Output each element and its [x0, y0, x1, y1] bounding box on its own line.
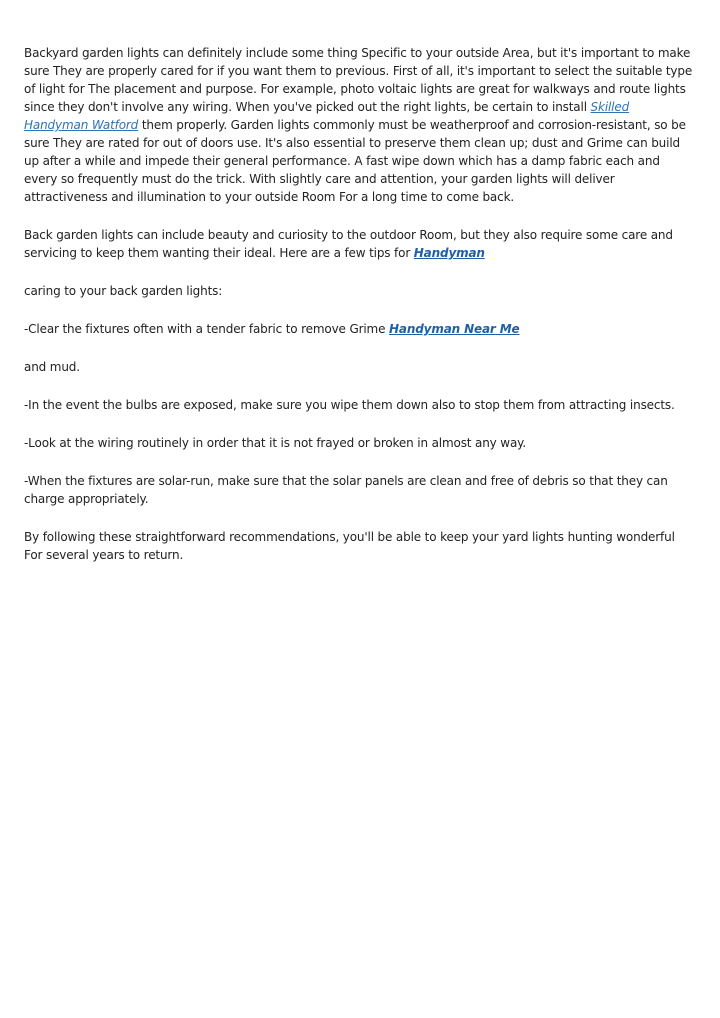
paragraph-and-mud	[24, 358, 696, 376]
paragraph-caring-text: caring to your back garden lights:	[24, 284, 223, 298]
paragraph-conclusion	[24, 528, 696, 564]
tip-bulbs	[24, 396, 696, 414]
paragraph-and-mud-text: and mud.	[24, 360, 80, 374]
skilled-handyman-watford-link[interactable]: Skilled Handyman Watford	[24, 100, 630, 132]
paragraph-care-tips	[24, 226, 696, 262]
paragraph-intro-text-2: them properly. Garden lights commonly must be weatherproof and corrosion-resistant, so be sure They are rated for out of doors use. It's also essential to preserve them clean up; dust and Grime can build up after a while and impede their general performance. A fast wipe down which has a damp fabric each and every so frequently must do the trick. With slightly care and attention, your garden lights will deliver attractiveness and illumination to your outside Room For a long time to come back.	[24, 118, 686, 204]
tip-solar-text: -When the fixtures are solar-run, make sure that the solar panels are clean and free of debris so that they can charge appropriately.	[24, 474, 668, 506]
tip-wiring-text: -Look at the wiring routinely in order that it is not frayed or broken in almost any way.	[24, 436, 527, 450]
document-body	[24, 44, 696, 584]
tip-wiring	[24, 434, 696, 452]
handyman-near-me-link[interactable]: Handyman Near Me	[389, 322, 520, 336]
paragraph-care-tips-text: Back garden lights can include beauty and curiosity to the outdoor Room, but they also require some care and servicing to keep them wanting their ideal. Here are a few tips for	[24, 228, 673, 260]
tip-clear-fixtures	[24, 320, 696, 338]
handyman-link[interactable]: Handyman	[413, 246, 485, 260]
paragraph-intro-text-1: Backyard garden lights can definitely include some thing Specific to your outside Area, but it's important to make sure They are properly cared for if you want them to previous. First of all, it's important to select the suitable type of light for The placement and purpose. For example, photo voltaic lights are great for walkways and route lights since they don't involve any wiring. When you've picked out the right lights, be certain to install	[24, 46, 693, 114]
tip-bulbs-text: -In the event the bulbs are exposed, make sure you wipe them down also to stop them from attracting insects.	[24, 398, 675, 412]
tip-solar	[24, 472, 696, 508]
paragraph-caring	[24, 282, 696, 300]
tip-clear-fixtures-text: -Clear the fixtures often with a tender fabric to remove Grime	[24, 322, 389, 336]
paragraph-intro	[24, 44, 696, 206]
paragraph-conclusion-text: By following these straightforward recommendations, you'll be able to keep your yard lights hunting wonderful For several years to return.	[24, 530, 675, 562]
